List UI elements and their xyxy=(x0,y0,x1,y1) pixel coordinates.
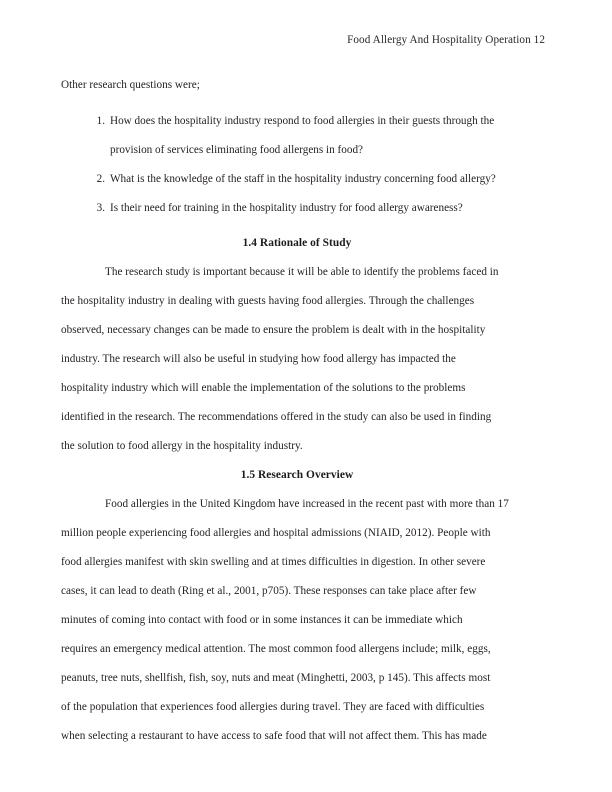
paragraph-line: Food allergies in the United Kingdom have increased in the recent past with more than 17 xyxy=(105,498,509,510)
paragraph-line: hospitality industry which will enable the implementation of the solutions to the problems xyxy=(61,382,466,394)
paragraph-line: The research study is important because it will be able to identify the problems faced in xyxy=(105,266,499,278)
paragraph-line: industry. The research will also be useful in studying how food allergy has impacted the xyxy=(61,353,456,365)
list-item-line: provision of services eliminating food allergens in food? xyxy=(110,144,364,156)
section-heading-rationale: 1.4 Rationale of Study xyxy=(242,237,352,249)
list-marker: 2. xyxy=(96,173,105,185)
list-item xyxy=(61,194,545,223)
running-header: Food Allergy And Hospitality Operation 12 xyxy=(347,34,545,46)
paragraph-line: identified in the research. The recommendations offered in the study can also be used in finding xyxy=(61,411,492,423)
paragraph-research-overview xyxy=(61,490,545,751)
paragraph-line: the solution to food allergy in the hospitality industry. xyxy=(61,440,303,452)
lead-in-text: Other research questions were; xyxy=(61,79,200,91)
paragraph-line: observed, necessary changes can be made to ensure the problem is dealt with in the hospitality xyxy=(61,324,486,336)
list-item-line: How does the hospitality industry respond to food allergies in their guests through the xyxy=(110,115,495,127)
list-marker: 1. xyxy=(96,115,105,127)
list-item-line: Is their need for training in the hospitality industry for food allergy awareness? xyxy=(110,202,463,214)
page-body xyxy=(61,71,545,751)
paragraph-line: of the population that experiences food allergies during travel. They are faced with difficulties xyxy=(61,701,485,713)
list-item xyxy=(61,165,545,194)
list-item-line: What is the knowledge of the staff in the hospitality industry concerning food allergy? xyxy=(110,173,496,185)
paragraph-rationale xyxy=(61,258,545,461)
paragraph-line: cases, it can lead to death (Ring et al., 2001, p705). These responses can take place after few xyxy=(61,585,477,597)
list-item xyxy=(61,107,545,165)
paragraph-line: food allergies manifest with skin swelling and at times difficulties in digestion. In other severe xyxy=(61,556,486,568)
paragraph-line: minutes of coming into contact with food or in some instances it can be immediate which xyxy=(61,614,463,626)
paragraph-line: million people experiencing food allergies and hospital admissions (NIAID, 2012). People with xyxy=(61,527,491,539)
paragraph-line: when selecting a restaurant to have access to safe food that will not affect them. This has made xyxy=(61,730,487,742)
section-heading-research-overview: 1.5 Research Overview xyxy=(240,469,354,481)
paragraph-line: the hospitality industry in dealing with guests having food allergies. Through the challenges xyxy=(61,295,475,307)
research-questions-list xyxy=(61,107,545,223)
paragraph-line: requires an emergency medical attention. The most common food allergens include; milk, eggs, xyxy=(61,643,491,655)
list-marker: 3. xyxy=(96,202,105,214)
paragraph-line: peanuts, tree nuts, shellfish, fish, soy, nuts and meat (Minghetti, 2003, p 145). This affects most xyxy=(61,672,491,684)
